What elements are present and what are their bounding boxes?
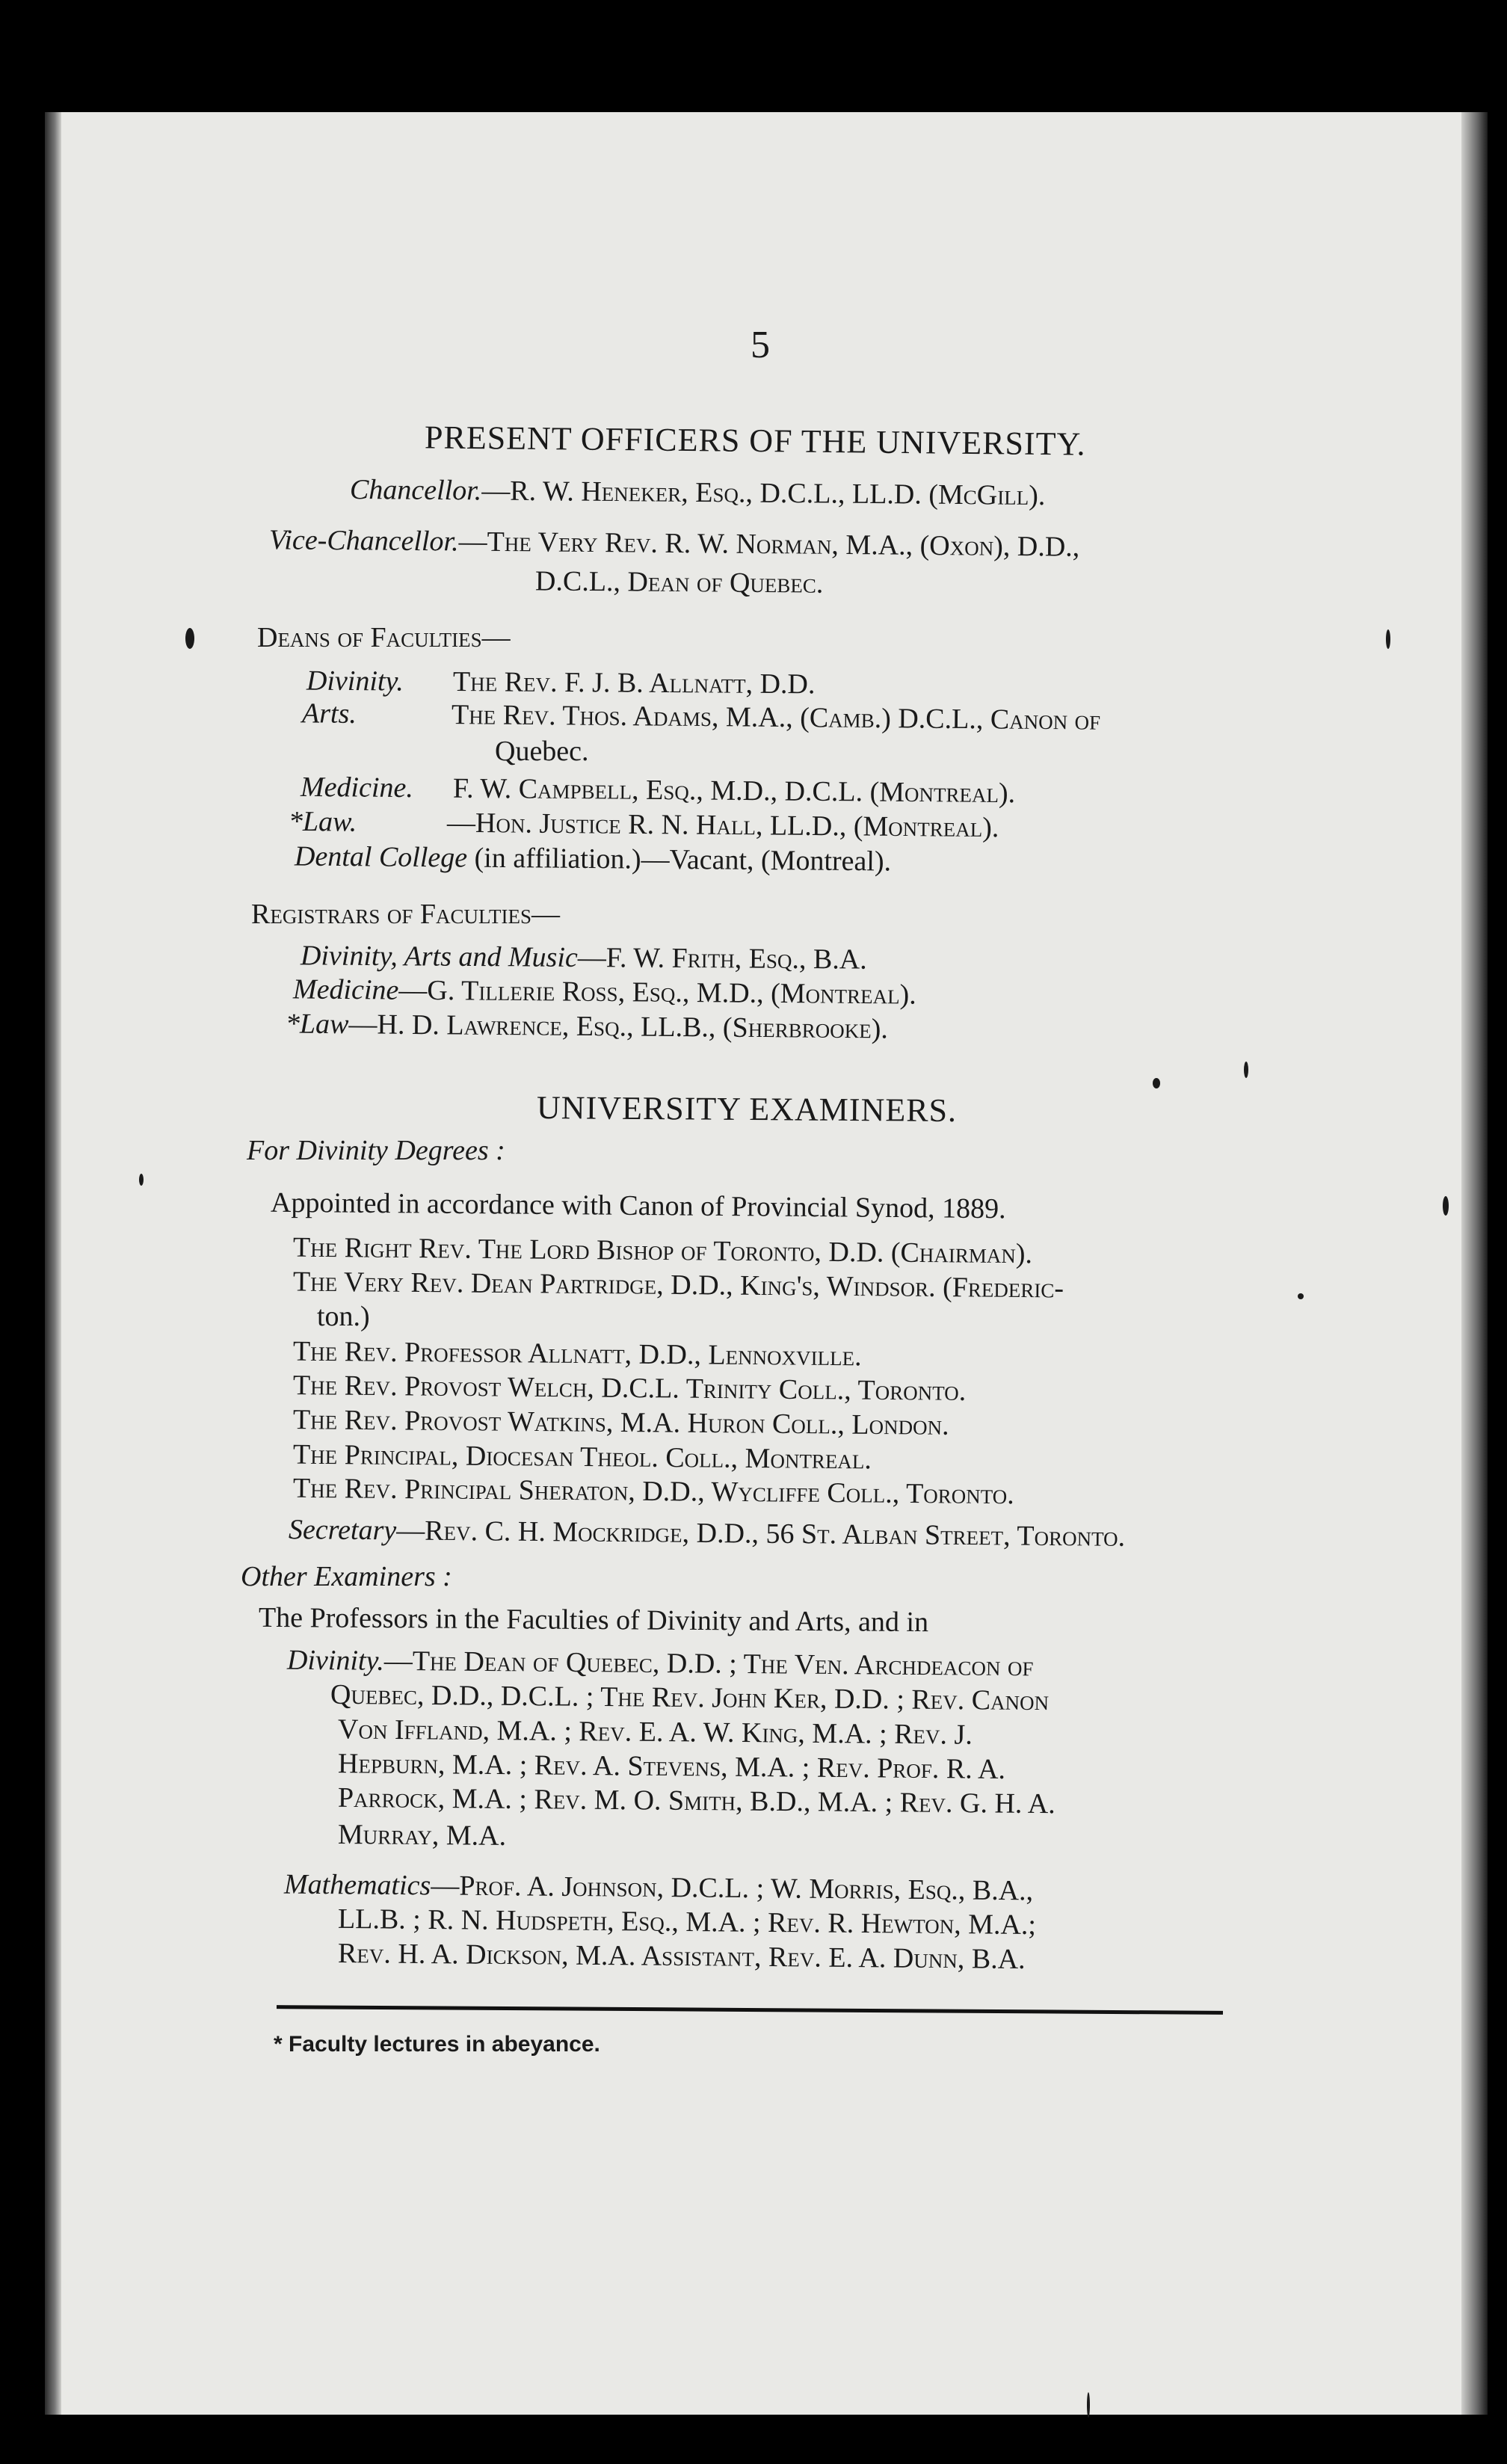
mathematics-line (284, 1870, 1033, 1906)
divinity-examiners-text-2: Quebec, D.D., D.C.L. ; The Rev. John Ker, D.D. ; Rev. Canon (330, 1678, 1050, 1717)
divinity-examiners-line (287, 1646, 1034, 1681)
scan-speck (1153, 1078, 1160, 1088)
vice-chancellor-line (269, 526, 1080, 561)
divinity-examiners-text-1: —The Dean of Quebec, D.D. ; The Ven. Archdeacon of (383, 1645, 1034, 1683)
secretary-line (289, 1515, 1125, 1551)
chancellor-line (350, 475, 1046, 510)
dean-law-faculty: *Law. (288, 805, 357, 838)
examiner-line-7: The Rev. Principal Sheraton, D.D., Wycliffe Coll., Toronto. (292, 1472, 1014, 1511)
dean-dental (294, 840, 892, 878)
examiner-line-1: The Right Rev. The Lord Bishop of Toronto, D.D. (Chairman). (292, 1231, 1033, 1270)
deans-heading: Deans of Faculties— (257, 622, 511, 653)
chancellor-name: —R. W. Heneker, Esq., D.C.L., LL.D. (McGill). (481, 475, 1046, 512)
chancellor-role: Chancellor. (349, 473, 482, 507)
registrars-heading: Registrars of Faculties— (251, 899, 561, 930)
scan-speck (1087, 2392, 1090, 2418)
secretary-text: —Rev. C. H. Mockridge, D.D., 56 St. Alban Street, Toronto. (396, 1515, 1126, 1553)
scan-speck (1298, 1293, 1304, 1299)
appointed-line: Appointed in accordance with Canon of Provincial Synod, 1889. (270, 1186, 1006, 1225)
dean-dental-name: (in affiliation.)—Vacant, (Montreal). (474, 842, 892, 878)
examiner-line-2-cont: ton.) (317, 1301, 370, 1332)
examiner-line-4: The Rev. Provost Welch, D.C.L. Trinity Coll., Toronto. (292, 1370, 967, 1407)
dean-dental-faculty: Dental College (294, 840, 468, 874)
mathematics-text-1: —Prof. A. Johnson, D.C.L. ; W. Morris, Esq., B.A., (431, 1870, 1034, 1907)
page-number: 5 (751, 324, 770, 366)
dean-divinity-faculty: Divinity. (306, 665, 404, 697)
scan-speck (1386, 629, 1390, 649)
registrar-medicine-faculty: Medicine (292, 973, 399, 1006)
dean-arts-cont: Quebec. (495, 736, 589, 767)
registrar-arts-name: —F. W. Frith, Esq., B.A. (577, 941, 867, 976)
dean-arts-faculty: Arts. (301, 697, 357, 730)
secretary-label: Secretary (288, 1514, 397, 1547)
divinity-examiners-text-4: Hepburn, M.A. ; Rev. A. Stevens, M.A. ; Rev. Prof. R. A. (337, 1748, 1006, 1785)
dean-medicine-name: F. W. Campbell, Esq., M.D., D.C.L. (Montreal). (452, 772, 1016, 810)
divinity-examiners-text-3: Von Iffland, M.A. ; Rev. E. A. W. King, M.A. ; Rev. J. (337, 1713, 973, 1751)
vice-chancellor-cont: D.C.L., Dean of Quebec. (534, 565, 824, 600)
registrar-law (286, 1009, 888, 1043)
registrar-arts-faculty: Divinity, Arts and Music (300, 940, 578, 973)
divinity-examiners-label: Divinity. (286, 1644, 385, 1677)
mathematics-text-3: Rev. H. A. Dickson, M.A. Assistant, Rev. E. A. Dunn, B.A. (337, 1937, 1026, 1976)
divinity-examiners-text-5: Parrock, M.A. ; Rev. M. O. Smith, B.D., M.A. ; Rev. G. H. A. (337, 1781, 1055, 1820)
divinity-degrees-heading: For Divinity Degrees : (247, 1135, 505, 1166)
dean-arts-name: The Rev. Thos. Adams, M.A., (Camb.) D.C.L., Canon of (451, 699, 1101, 736)
scan-speck (139, 1174, 144, 1186)
vice-chancellor-name: —The Very Rev. R. W. Norman, M.A., (Oxon), D.D., (458, 526, 1080, 563)
examiner-line-5: The Rev. Provost Watkins, M.A. Huron Coll., London. (292, 1404, 949, 1441)
professors-line: The Professors in the Faculties of Divinity and Arts, and in (258, 1601, 929, 1639)
dean-law-name: —Hon. Justice R. N. Hall, LL.D., (Montreal). (446, 807, 999, 844)
mathematics-label: Mathematics (283, 1868, 431, 1902)
dean-divinity (306, 667, 816, 699)
examiner-line-3: The Rev. Professor Allnatt, D.D., Lennoxville. (292, 1335, 862, 1373)
page-shadow-right (1461, 112, 1488, 2415)
scan-speck (1244, 1062, 1248, 1078)
other-examiners-heading: Other Examiners : (241, 1561, 452, 1592)
registrar-arts (300, 940, 867, 976)
registrar-medicine (292, 973, 916, 1011)
registrar-medicine-name: —G. Tillerie Ross, Esq., M.D., (Montreal). (398, 974, 916, 1011)
vice-chancellor-role: Vice-Chancellor. (268, 524, 459, 558)
scan-speck (1443, 1196, 1449, 1216)
examiner-line-2: The Very Rev. Dean Partridge, D.D., King's, Windsor. (Frederic- (292, 1266, 1064, 1305)
registrar-law-faculty: *Law (285, 1008, 349, 1041)
mathematics-text-2: LL.B. ; R. N. Hudspeth, Esq., M.A. ; Rev. R. Hewton, M.A.; (337, 1903, 1037, 1941)
examiners-heading: UNIVERSITY EXAMINERS. (536, 1089, 958, 1129)
dean-divinity-name: The Rev. F. J. B. Allnatt, D.D. (452, 665, 816, 700)
examiner-line-6: The Principal, Diocesan Theol. Coll., Montreal. (292, 1438, 872, 1476)
scan-speck (185, 628, 194, 649)
registrar-law-name: —H. D. Lawrence, Esq., LL.B., (Sherbrooke). (348, 1008, 889, 1045)
dean-medicine-faculty: Medicine. (300, 771, 414, 804)
divinity-examiners-text-6: Murray, M.A. (337, 1819, 507, 1852)
dean-medicine (300, 771, 1016, 810)
officers-heading: PRESENT OFFICERS OF THE UNIVERSITY. (424, 419, 1086, 463)
footnote: * Faculty lectures in abeyance. (274, 2032, 600, 2057)
page-shadow-left (45, 112, 61, 2415)
